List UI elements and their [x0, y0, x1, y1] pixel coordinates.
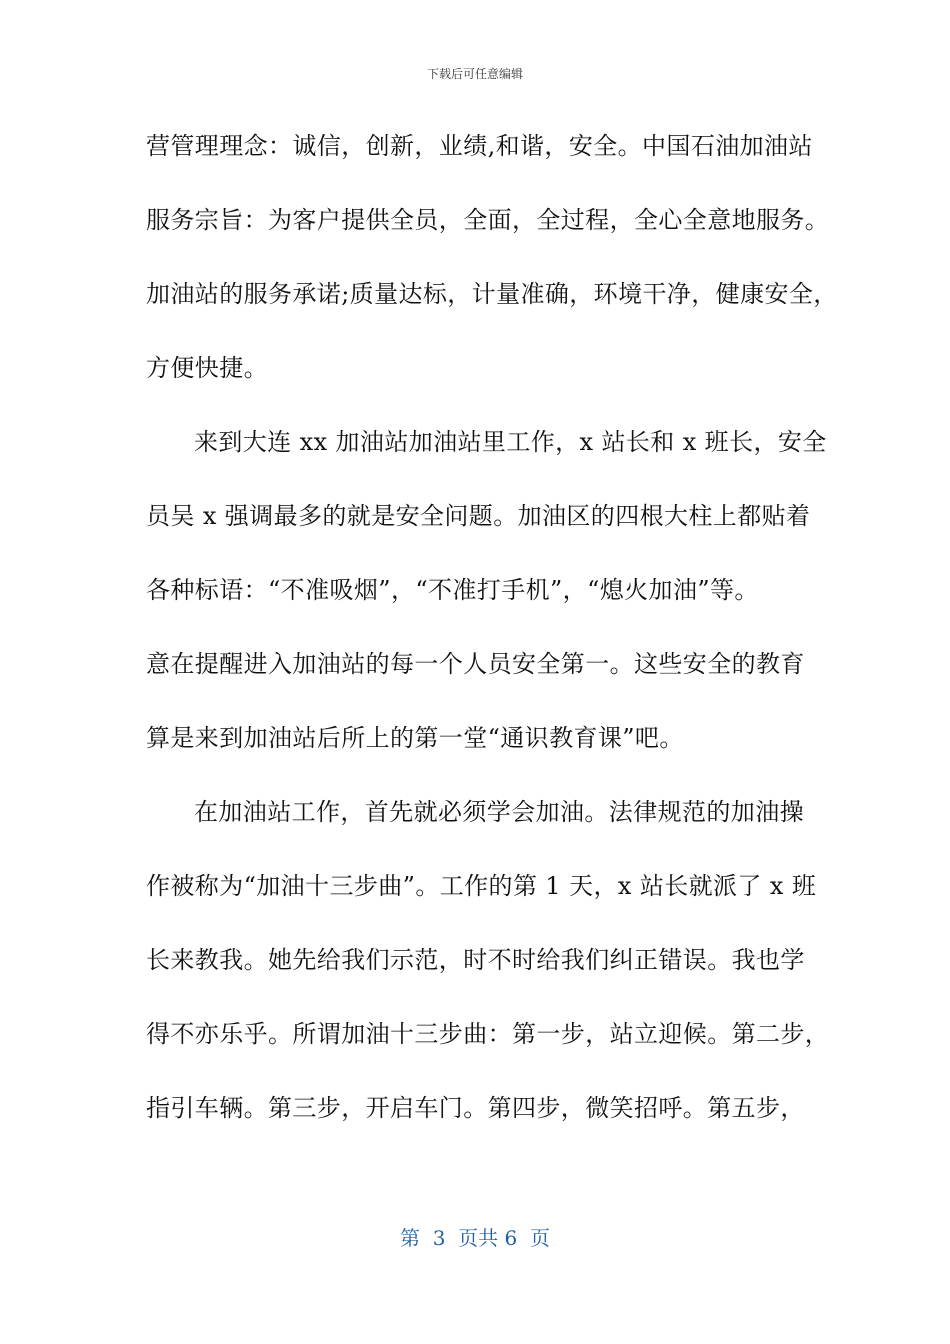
text-line: 意在提醒进入加油站的每一个人员安全第一。这些安全的教育	[146, 650, 805, 678]
text-line: 加油站的服务承诺;质量达标，计量准确，环境干净，健康安全，	[146, 280, 838, 308]
text-line: 算是来到加油站后所上的第一堂“通识教育课”吧。	[146, 724, 684, 752]
paragraph-first-line: 在加油站工作，首先就必须学会加油。法律规范的加油操	[194, 798, 804, 826]
text-line: 方便快捷。	[146, 354, 268, 382]
text-line: 指引车辆。第三步，开启车门。第四步，微笑招呼。第五步，	[146, 1094, 805, 1122]
text-line: 员吴 x 强调最多的就是安全问题。加油区的四根大柱上都贴着	[146, 502, 811, 530]
page-number: 第 3 页共 6 页	[400, 1226, 550, 1250]
text-line: 作被称为“加油十三步曲”。工作的第 1 天，x 站长就派了 x 班	[146, 872, 817, 900]
page-header: 下载后可任意编辑	[426, 67, 523, 81]
document-body	[146, 124, 838, 1160]
text-line: 营管理理念：诚信，创新，业绩,和谐，安全。中国石油加油站	[146, 132, 813, 160]
text-line: 得不亦乐乎。所谓加油十三步曲：第一步，站立迎候。第二步，	[146, 1020, 830, 1048]
text-line: 服务宗旨：为客户提供全员，全面，全过程，全心全意地服务。	[146, 206, 830, 234]
paragraph-first-line: 来到大连 xx 加油站加油站里工作，x 站长和 x 班长，安全	[194, 428, 827, 456]
text-line: 长来教我。她先给我们示范，时不时给我们纠正错误。我也学	[146, 946, 805, 974]
text-line: 各种标语：“不准吸烟”，“不准打手机”，“熄火加油”等。	[146, 576, 759, 604]
